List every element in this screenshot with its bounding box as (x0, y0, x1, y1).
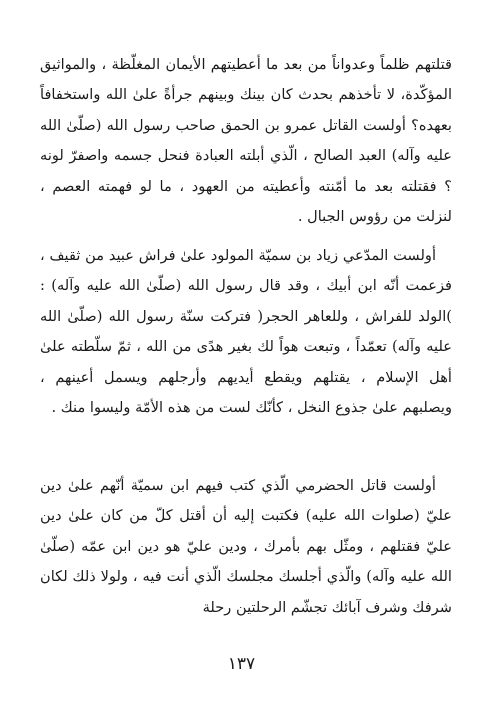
paragraph-1: قتلتهم ظلماً وعدواناً من بعد ما أعطيتهم الأيمان المغلّظة ، والمواثيق المؤكّدة، لا تأخذهم بحدث كان بينك وبينهم جرأةً علىٰ الله واستخفافاً بعهده؟ أولست القاتل عمرو بن الحمق صاحب رسول الله (صلّىٰ الله عليه وآله) العبد الصالح ، الّذي أبلته العبادة فنحل جسمه واصفرّ لونه ؟ فقتلته بعد ما أمّنته وأعطيته من العهود ، ما لو فهمته العصم ، لنزلت من رؤوس الجبال . (40, 56, 452, 226)
page-number: ١٣٧ (227, 654, 256, 674)
paragraph-3: أولست قاتل الحضرمي الّذي كتب فيهم ابن سميّة أنّهم علىٰ دين عليّ (صلوات الله عليه) فكتبت إليه أن أقتل كلّ من كان علىٰ دين عليّ فقتلهم ، ومثّل بهم بأمرك ، ودين عليّ هو دين ابن عمّه (صلّىٰ الله عليه وآله) والّذي أجلسك مجلسك الّذي أنت فيه ، ولولا ذلك لكان شرفك وشرف آبائك تجشّم الرحلتين رحلة (40, 477, 452, 616)
body-text-2 (40, 241, 452, 423)
body-text (40, 50, 452, 232)
paragraph-2: أولست المدّعي زياد بن سميّة المولود علىٰ فراش عبيد من ثقيف ، فزعمت أنّه ابن أبيك ، وقد قال رسول الله (صلّىٰ الله عليه وآله) : )الولد للفراش ، وللعاهر الحجر( فتركت سنّة رسول الله (صلّىٰ الله عليه وآله) تعمّداً ، وتبعت هواً لك بغير هدًى من الله ، ثمّ سلّطته علىٰ أهل الإسلام ، يقتلهم ويقطع أيديهم وأرجلهم ويسمل أعينهم ، ويصلبهم علىٰ جذوع النخل ، كأنّك لست من هذه الأمّة وليسوا منك . (40, 247, 452, 417)
body-text-3 (40, 471, 452, 623)
